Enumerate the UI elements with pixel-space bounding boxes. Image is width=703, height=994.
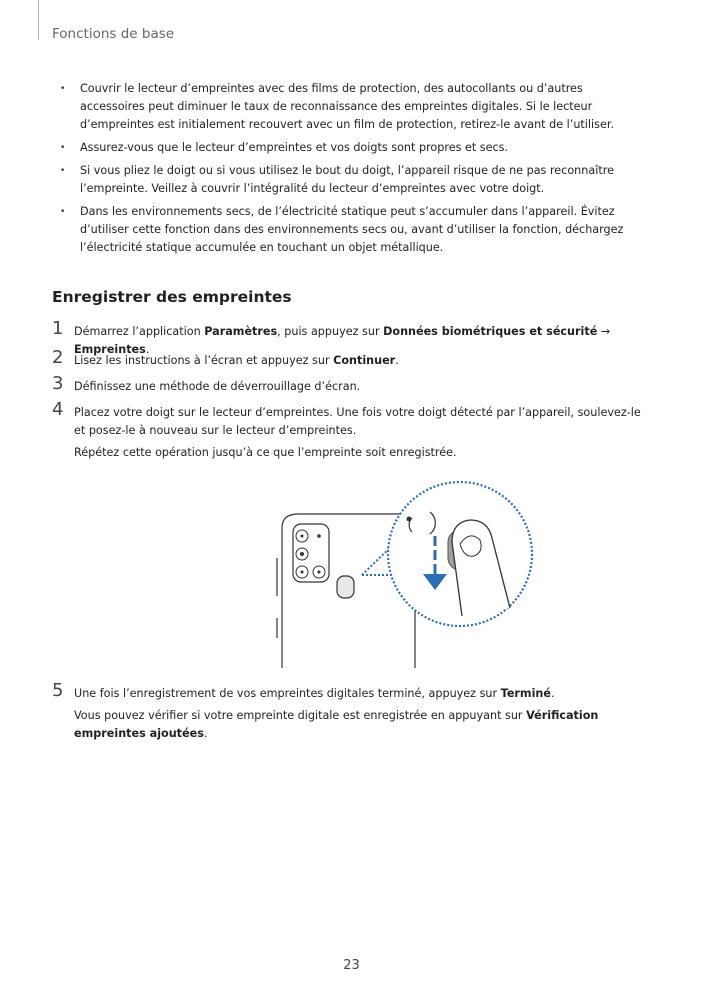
step-4 (52, 399, 652, 462)
section-header: Fonctions de base (52, 26, 175, 42)
caution-item: • Couvrir le lecteur d’empreintes avec des films de protection, des autocollants ou d’autres accessoires peut diminuer le taux de reconnaissance des empreintes digitales. Si le lecteur d’empreintes est initialement recouvert avec un film de protection, retirez-le avant de l’utiliser. (60, 80, 650, 134)
camera-module-icon (293, 524, 329, 582)
section-title: Enregistrer des empreintes (52, 288, 292, 306)
step-number: 3 (52, 373, 64, 394)
page-rule (38, 0, 39, 40)
caution-item: • Dans les environnements secs, de l’électricité statique peut s’accumuler dans l’appareil. Évitez d’utiliser cette fonction dans des environnements secs ou, avant d’utiliser la fonction, déchargez l’électricité statique accumulée en touchant un objet métallique. (60, 203, 650, 257)
step-note: Vous pouvez vérifier si votre empreinte digitale est enregistrée en appuyant sur Vérification empreintes ajoutées. (74, 709, 599, 740)
zoom-callout (388, 482, 532, 626)
fingerprint-sensor-icon (337, 576, 354, 598)
step-text: Placez votre doigt sur le lecteur d’empreintes. Une fois votre doigt détecté par l’appareil, soulevez-le et posez-le à nouveau sur le lecteur d’empreintes. (74, 406, 641, 437)
caution-item: • Si vous pliez le doigt ou si vous utilisez le bout du doigt, l’appareil risque de ne pas reconnaître l’empreinte. Veillez à couvrir l’intégralité du lecteur d’empreintes avec votre doigt. (60, 162, 650, 198)
step-text: Lisez les instructions à l’écran et appuyez sur Continuer. (74, 354, 399, 367)
caution-list (60, 80, 650, 262)
fingerprint-illustration (270, 478, 560, 668)
step-2 (52, 347, 652, 370)
step-number: 4 (52, 399, 64, 420)
step-text: Démarrez l’application Paramètres, puis appuyez sur Données biométriques et sécurité → Empreintes. (74, 325, 611, 356)
step-number: 2 (52, 347, 64, 368)
step-text: Une fois l’enregistrement de vos empreintes digitales terminé, appuyez sur Terminé. (74, 687, 555, 700)
step-number: 5 (52, 680, 64, 701)
step-text: Définissez une méthode de déverrouillage d’écran. (74, 380, 361, 393)
step-note: Répétez cette opération jusqu’à ce que l’empreinte soit enregistrée. (74, 446, 457, 459)
caution-item: • Assurez-vous que le lecteur d’empreintes et vos doigts sont propres et secs. (60, 139, 650, 157)
step-number: 1 (52, 318, 64, 339)
step-5 (52, 680, 652, 743)
page-number: 23 (343, 958, 360, 973)
step-3 (52, 373, 652, 396)
